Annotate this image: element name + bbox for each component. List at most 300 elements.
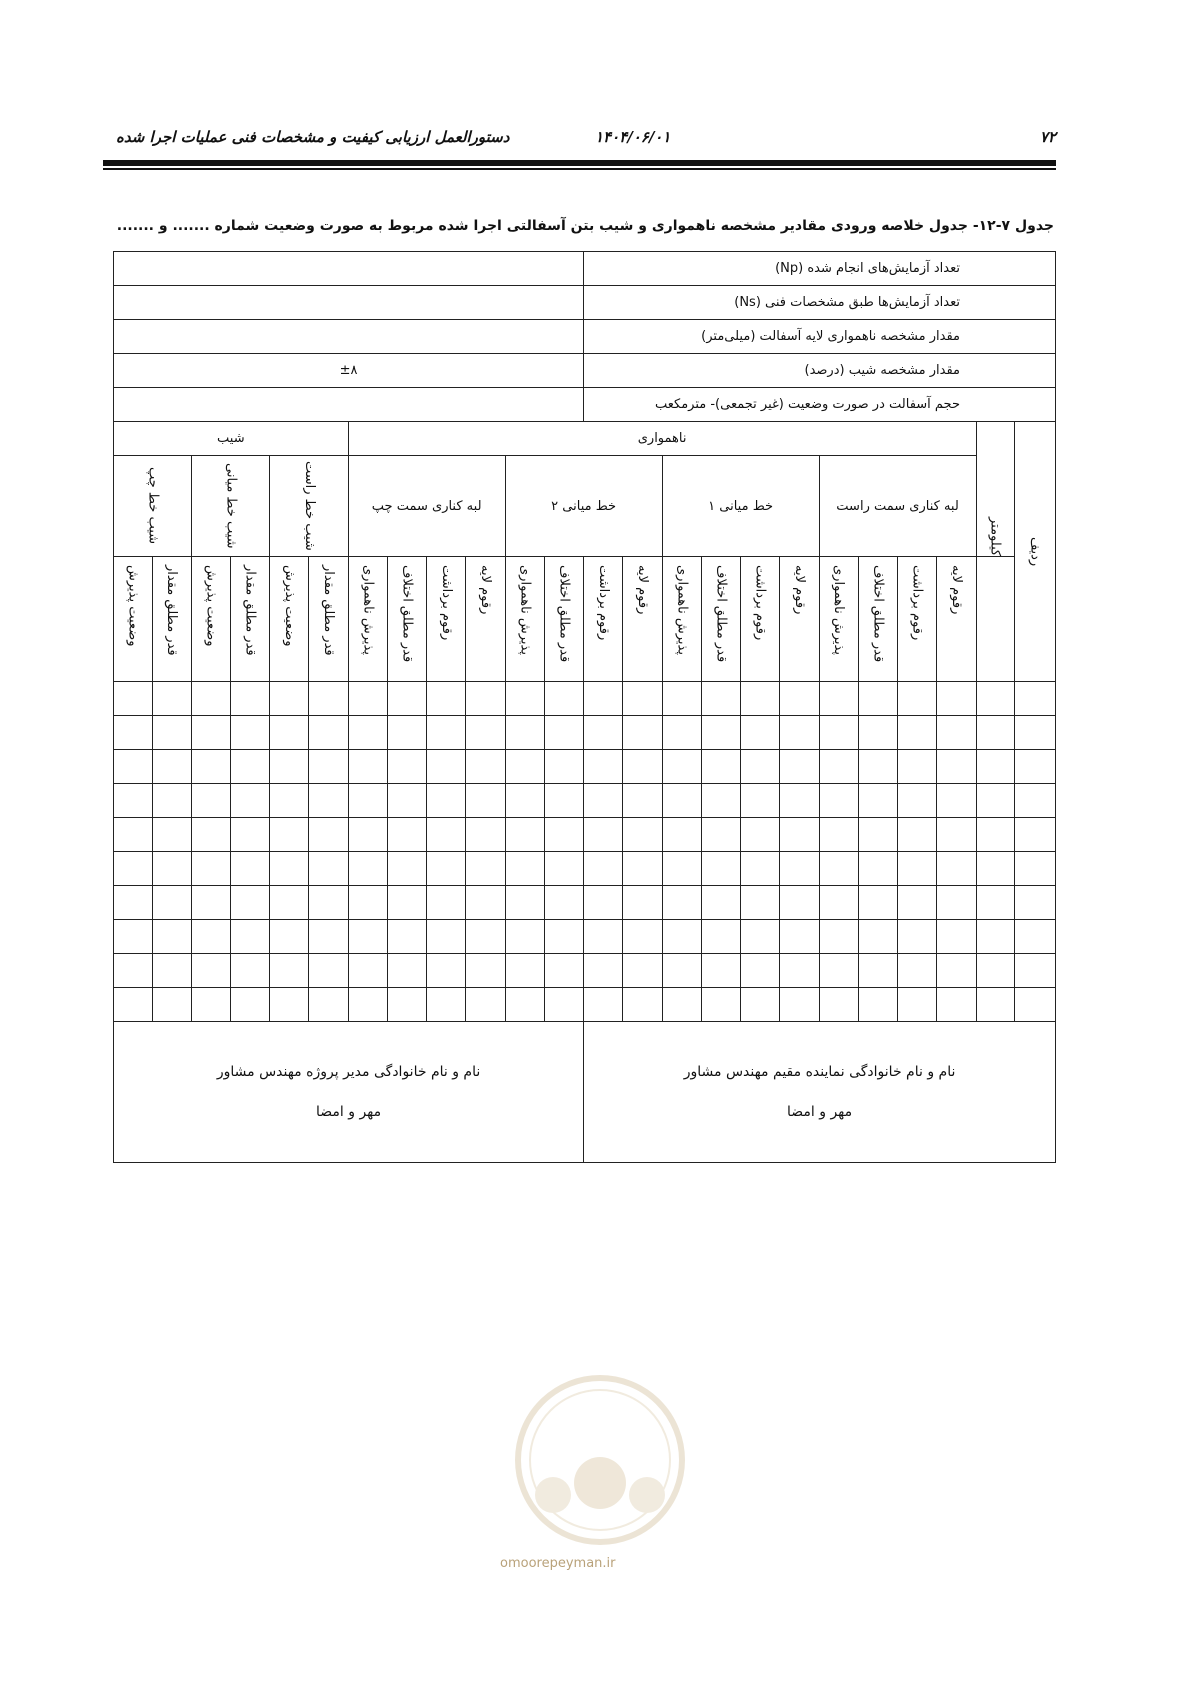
table-cell[interactable]	[544, 886, 583, 920]
table-cell[interactable]	[701, 784, 740, 818]
table-cell[interactable]	[623, 988, 662, 1022]
table-cell[interactable]	[623, 750, 662, 784]
table-cell[interactable]	[466, 682, 505, 716]
info-row	[114, 320, 1056, 354]
table-cell[interactable]	[584, 886, 623, 920]
table-cell[interactable]	[898, 954, 937, 988]
signature-right-seal: مهر و امضا	[786, 1104, 853, 1120]
table-cell[interactable]	[662, 886, 701, 920]
table-cell[interactable]	[937, 954, 976, 988]
table-cell[interactable]	[270, 750, 309, 784]
table-cell[interactable]	[584, 920, 623, 954]
table-cell[interactable]	[701, 852, 740, 886]
roughness-col-header	[937, 557, 976, 682]
table-cell[interactable]	[701, 886, 740, 920]
table-cell[interactable]	[819, 920, 858, 954]
table-row	[114, 988, 1056, 1022]
table-cell[interactable]	[584, 784, 623, 818]
info-row	[114, 388, 1056, 422]
table-cell[interactable]	[505, 954, 544, 988]
table-cell[interactable]	[309, 886, 348, 920]
table-cell[interactable]	[780, 852, 819, 886]
table-cell[interactable]	[348, 852, 387, 886]
table-cell[interactable]	[937, 988, 976, 1022]
table-cell[interactable]	[937, 920, 976, 954]
table-cell[interactable]	[270, 988, 309, 1022]
table-cell[interactable]	[662, 682, 701, 716]
table-cell[interactable]	[584, 682, 623, 716]
table-cell[interactable]	[741, 818, 780, 852]
table-cell[interactable]	[505, 852, 544, 886]
table-cell[interactable]	[780, 784, 819, 818]
table-cell[interactable]	[976, 988, 1014, 1022]
slope-header: شیب	[114, 422, 349, 456]
table-cell[interactable]	[114, 750, 153, 784]
table-cell[interactable]	[1014, 750, 1055, 784]
table-cell[interactable]	[976, 750, 1014, 784]
roughness-col-header	[466, 557, 505, 682]
roughness-col-label: پذیرش ناهمواری	[360, 565, 376, 655]
table-cell[interactable]	[114, 818, 153, 852]
table-cell[interactable]	[858, 716, 897, 750]
table-cell[interactable]	[662, 716, 701, 750]
table-cell[interactable]	[780, 988, 819, 1022]
table-cell[interactable]	[270, 784, 309, 818]
table-cell[interactable]	[309, 682, 348, 716]
table-cell[interactable]	[898, 750, 937, 784]
roughness-col-label: رقوم برداشت	[438, 565, 454, 641]
slope-line-header	[114, 456, 192, 557]
table-cell[interactable]	[191, 852, 230, 886]
table-cell[interactable]	[387, 852, 426, 886]
table-cell[interactable]	[427, 682, 466, 716]
table-cell[interactable]	[780, 886, 819, 920]
table-cell[interactable]	[387, 784, 426, 818]
table-cell[interactable]	[387, 818, 426, 852]
roughness-col-label: قدر مطلق اختلاف	[870, 565, 886, 663]
table-cell[interactable]	[427, 852, 466, 886]
info-row	[114, 252, 1056, 286]
table-cell[interactable]	[348, 818, 387, 852]
roughness-col-label: رقوم برداشت	[752, 565, 768, 641]
slope-line-label: شیب خط راست	[301, 461, 317, 551]
table-cell[interactable]	[309, 852, 348, 886]
table-cell[interactable]	[544, 954, 583, 988]
table-cell[interactable]	[270, 818, 309, 852]
table-title: جدول ۷-۱۲- جدول خلاصه ورودی مقادیر مشخصه ناهمواری و شیب بتن آسفالتی اجرا شده مربوط به صورت وضعیت شماره ....... و .......	[116, 218, 1054, 234]
table-cell[interactable]	[937, 784, 976, 818]
table-cell[interactable]	[701, 920, 740, 954]
table-cell[interactable]	[427, 920, 466, 954]
row-number-header	[1014, 422, 1055, 682]
table-cell[interactable]	[191, 750, 230, 784]
table-cell[interactable]	[466, 818, 505, 852]
table-cell[interactable]	[191, 784, 230, 818]
table-cell[interactable]	[898, 784, 937, 818]
table-cell[interactable]	[780, 954, 819, 988]
table-cell[interactable]	[662, 954, 701, 988]
table-cell[interactable]	[623, 716, 662, 750]
table-cell[interactable]	[387, 886, 426, 920]
table-cell[interactable]	[309, 750, 348, 784]
table-cell[interactable]	[505, 716, 544, 750]
table-cell[interactable]	[898, 716, 937, 750]
slope-col-header	[114, 557, 153, 682]
roughness-col-label: رقوم لایه	[948, 565, 964, 615]
table-cell[interactable]	[427, 954, 466, 988]
info-label: مقدار مشخصه شیب (درصد)	[584, 354, 1056, 388]
table-cell[interactable]	[191, 716, 230, 750]
table-cell[interactable]	[976, 954, 1014, 988]
table-cell[interactable]	[309, 716, 348, 750]
table-cell[interactable]	[1014, 988, 1055, 1022]
slope-line-label: شیب خط میانی	[223, 463, 239, 549]
table-cell[interactable]	[152, 784, 191, 818]
roughness-col-header	[819, 557, 858, 682]
table-cell[interactable]	[466, 852, 505, 886]
table-cell[interactable]	[114, 716, 153, 750]
info-label: تعداد آزمایش‌های انجام شده (Np)	[584, 252, 1056, 286]
table-cell[interactable]	[1014, 682, 1055, 716]
table-cell[interactable]	[152, 716, 191, 750]
roughness-col-label: رقوم برداشت	[595, 565, 611, 641]
table-cell[interactable]	[348, 920, 387, 954]
table-cell[interactable]	[348, 988, 387, 1022]
table-cell[interactable]	[152, 988, 191, 1022]
table-cell[interactable]	[584, 852, 623, 886]
table-cell[interactable]	[505, 682, 544, 716]
table-cell[interactable]	[623, 852, 662, 886]
table-cell[interactable]	[505, 818, 544, 852]
slope-col-label: قدر مطلق مقدار	[242, 565, 258, 656]
table-cell[interactable]	[780, 818, 819, 852]
table-row	[114, 886, 1056, 920]
table-cell[interactable]	[976, 716, 1014, 750]
table-cell[interactable]	[819, 852, 858, 886]
roughness-col-header	[741, 557, 780, 682]
table-cell[interactable]	[231, 988, 270, 1022]
table-cell[interactable]	[270, 954, 309, 988]
table-cell[interactable]	[427, 750, 466, 784]
table-cell[interactable]	[858, 818, 897, 852]
roughness-col-label: قدر مطلق اختلاف	[713, 565, 729, 663]
table-cell[interactable]	[427, 988, 466, 1022]
slope-col-header	[191, 557, 230, 682]
table-cell[interactable]	[270, 920, 309, 954]
table-cell[interactable]	[466, 886, 505, 920]
table-cell[interactable]	[819, 954, 858, 988]
table-cell[interactable]	[741, 716, 780, 750]
table-cell[interactable]	[858, 682, 897, 716]
table-cell[interactable]	[231, 818, 270, 852]
table-cell[interactable]	[898, 988, 937, 1022]
table-cell[interactable]	[819, 716, 858, 750]
table-cell[interactable]	[858, 750, 897, 784]
table-cell[interactable]	[701, 988, 740, 1022]
table-cell[interactable]	[309, 784, 348, 818]
info-row	[114, 354, 1056, 388]
table-cell[interactable]	[466, 716, 505, 750]
table-cell[interactable]	[937, 886, 976, 920]
slope-col-label: قدر مطلق مقدار	[321, 565, 337, 656]
table-cell[interactable]	[114, 886, 153, 920]
table-cell[interactable]	[231, 750, 270, 784]
table-cell[interactable]	[584, 988, 623, 1022]
table-cell[interactable]	[348, 750, 387, 784]
table-cell[interactable]	[114, 954, 153, 988]
table-cell[interactable]	[819, 886, 858, 920]
table-cell[interactable]	[1014, 920, 1055, 954]
table-cell[interactable]	[976, 852, 1014, 886]
table-cell[interactable]	[348, 682, 387, 716]
table-cell[interactable]	[466, 750, 505, 784]
table-cell[interactable]	[1014, 954, 1055, 988]
table-cell[interactable]	[976, 818, 1014, 852]
table-cell[interactable]	[741, 852, 780, 886]
table-cell[interactable]	[662, 988, 701, 1022]
table-cell[interactable]	[466, 920, 505, 954]
table-cell[interactable]	[309, 920, 348, 954]
table-cell[interactable]	[898, 852, 937, 886]
table-cell[interactable]	[270, 886, 309, 920]
table-cell[interactable]	[544, 852, 583, 886]
slope-line-header	[270, 456, 348, 557]
roughness-col-label: پذیرش ناهمواری	[831, 565, 847, 655]
slope-line-header	[191, 456, 269, 557]
table-row	[114, 920, 1056, 954]
table-cell[interactable]	[191, 954, 230, 988]
table-cell[interactable]	[584, 750, 623, 784]
table-cell[interactable]	[270, 716, 309, 750]
table-cell[interactable]	[741, 920, 780, 954]
slope-line-label: شیب خط چپ	[145, 467, 161, 545]
table-cell[interactable]	[741, 784, 780, 818]
table-cell[interactable]	[544, 682, 583, 716]
table-cell[interactable]	[114, 784, 153, 818]
table-cell[interactable]	[387, 920, 426, 954]
table-cell[interactable]	[937, 716, 976, 750]
table-cell[interactable]	[780, 682, 819, 716]
roughness-line-header: لبه کناری سمت راست	[819, 456, 976, 557]
table-cell[interactable]	[191, 818, 230, 852]
table-cell[interactable]	[309, 818, 348, 852]
table-cell[interactable]	[976, 920, 1014, 954]
table-cell[interactable]	[662, 818, 701, 852]
table-cell[interactable]	[701, 750, 740, 784]
table-cell[interactable]	[231, 852, 270, 886]
table-cell[interactable]	[114, 920, 153, 954]
table-cell[interactable]	[348, 886, 387, 920]
table-cell[interactable]	[741, 886, 780, 920]
table-cell[interactable]	[976, 886, 1014, 920]
slope-col-header	[152, 557, 191, 682]
table-cell[interactable]	[505, 750, 544, 784]
table-cell[interactable]	[427, 886, 466, 920]
table-cell[interactable]	[819, 818, 858, 852]
table-row	[114, 716, 1056, 750]
table-cell[interactable]	[348, 784, 387, 818]
table-cell[interactable]	[937, 852, 976, 886]
table-cell[interactable]	[623, 920, 662, 954]
table-cell[interactable]	[191, 920, 230, 954]
table-cell[interactable]	[858, 988, 897, 1022]
table-cell[interactable]	[819, 784, 858, 818]
table-cell[interactable]	[152, 886, 191, 920]
table-cell[interactable]	[427, 716, 466, 750]
table-cell[interactable]	[662, 750, 701, 784]
table-cell[interactable]	[858, 852, 897, 886]
table-cell[interactable]	[387, 682, 426, 716]
table-cell[interactable]	[309, 954, 348, 988]
table-cell[interactable]	[701, 682, 740, 716]
table-cell[interactable]	[701, 818, 740, 852]
table-cell[interactable]	[898, 920, 937, 954]
table-cell[interactable]	[819, 682, 858, 716]
table-cell[interactable]	[741, 682, 780, 716]
table-cell[interactable]	[152, 954, 191, 988]
column-header-row	[114, 557, 1056, 682]
table-cell[interactable]	[819, 750, 858, 784]
roughness-col-header	[505, 557, 544, 682]
table-cell[interactable]	[348, 954, 387, 988]
table-cell[interactable]	[544, 920, 583, 954]
table-cell[interactable]	[505, 886, 544, 920]
table-cell[interactable]	[937, 818, 976, 852]
table-cell[interactable]	[858, 920, 897, 954]
slope-col-label: وضعیت پذیرش	[281, 565, 297, 647]
table-cell[interactable]	[191, 988, 230, 1022]
row-number-label: ردیف	[1027, 536, 1043, 567]
table-cell[interactable]	[544, 784, 583, 818]
info-label: حجم آسفالت در صورت وضعیت (غیر تجمعی)- مترمکعب	[584, 388, 1056, 422]
table-cell[interactable]	[780, 716, 819, 750]
table-cell[interactable]	[701, 716, 740, 750]
table-cell[interactable]	[662, 920, 701, 954]
table-cell[interactable]	[231, 716, 270, 750]
table-cell[interactable]	[584, 818, 623, 852]
table-cell[interactable]	[584, 954, 623, 988]
table-cell[interactable]	[348, 716, 387, 750]
table-cell[interactable]	[387, 954, 426, 988]
table-cell[interactable]	[466, 988, 505, 1022]
table-cell[interactable]	[387, 716, 426, 750]
table-cell[interactable]	[1014, 886, 1055, 920]
table-cell[interactable]	[858, 954, 897, 988]
table-cell[interactable]	[231, 682, 270, 716]
table-cell[interactable]	[1014, 852, 1055, 886]
table-cell[interactable]	[544, 988, 583, 1022]
table-cell[interactable]	[898, 682, 937, 716]
roughness-col-label: قدر مطلق اختلاف	[556, 565, 572, 663]
table-cell[interactable]	[623, 954, 662, 988]
table-row	[114, 750, 1056, 784]
table-cell[interactable]	[152, 852, 191, 886]
table-cell[interactable]	[466, 784, 505, 818]
km-header	[976, 422, 1014, 557]
table-cell[interactable]	[270, 852, 309, 886]
table-cell[interactable]	[231, 784, 270, 818]
table-cell[interactable]	[1014, 818, 1055, 852]
table-cell[interactable]	[309, 988, 348, 1022]
table-cell[interactable]	[898, 886, 937, 920]
table-cell[interactable]	[427, 818, 466, 852]
table-cell[interactable]	[937, 750, 976, 784]
table-cell[interactable]	[544, 716, 583, 750]
table-cell[interactable]	[937, 682, 976, 716]
table-cell[interactable]	[623, 784, 662, 818]
table-cell[interactable]	[387, 750, 426, 784]
table-cell[interactable]	[1014, 716, 1055, 750]
table-cell[interactable]	[231, 954, 270, 988]
table-cell[interactable]	[858, 886, 897, 920]
table-cell[interactable]	[1014, 784, 1055, 818]
table-cell[interactable]	[662, 784, 701, 818]
table-cell[interactable]	[623, 818, 662, 852]
table-cell[interactable]	[466, 954, 505, 988]
table-cell[interactable]	[152, 818, 191, 852]
table-cell[interactable]	[584, 716, 623, 750]
table-cell[interactable]	[976, 682, 1014, 716]
table-cell[interactable]	[114, 682, 153, 716]
table-cell[interactable]	[191, 886, 230, 920]
table-cell[interactable]	[191, 682, 230, 716]
header-rule-thick	[103, 160, 1056, 166]
table-cell[interactable]	[898, 818, 937, 852]
table-cell[interactable]	[114, 988, 153, 1022]
table-cell[interactable]	[544, 750, 583, 784]
roughness-col-label: رقوم لایه	[791, 565, 807, 615]
table-cell[interactable]	[152, 750, 191, 784]
table-cell[interactable]	[858, 784, 897, 818]
roughness-line-header: خط میانی ۲	[505, 456, 662, 557]
table-cell[interactable]	[387, 988, 426, 1022]
roughness-col-header	[701, 557, 740, 682]
slope-col-header	[270, 557, 309, 682]
table-cell[interactable]	[231, 886, 270, 920]
table-cell[interactable]	[427, 784, 466, 818]
km-spacer	[976, 557, 1014, 682]
table-cell[interactable]	[505, 920, 544, 954]
table-cell[interactable]	[231, 920, 270, 954]
table-cell[interactable]	[701, 954, 740, 988]
header-title: دستورالعمل ارزیابی کیفیت و مشخصات فنی عملیات اجرا شده	[116, 128, 510, 146]
signature-left	[114, 1022, 584, 1163]
table-cell[interactable]	[505, 988, 544, 1022]
table-cell[interactable]	[623, 682, 662, 716]
table-cell[interactable]	[623, 886, 662, 920]
roughness-col-header	[662, 557, 701, 682]
info-value	[114, 320, 584, 354]
table-cell[interactable]	[270, 682, 309, 716]
table-cell[interactable]	[662, 852, 701, 886]
table-cell[interactable]	[544, 818, 583, 852]
roughness-col-header	[387, 557, 426, 682]
info-value	[114, 252, 584, 286]
slope-col-header	[309, 557, 348, 682]
table-cell[interactable]	[780, 920, 819, 954]
table-cell[interactable]	[741, 954, 780, 988]
table-cell[interactable]	[741, 750, 780, 784]
table-cell[interactable]	[976, 784, 1014, 818]
table-cell[interactable]	[152, 682, 191, 716]
table-cell[interactable]	[741, 988, 780, 1022]
table-cell[interactable]	[152, 920, 191, 954]
table-cell[interactable]	[114, 852, 153, 886]
km-label: کیلومتر	[987, 516, 1003, 556]
table-cell[interactable]	[780, 750, 819, 784]
table-cell[interactable]	[505, 784, 544, 818]
table-cell[interactable]	[819, 988, 858, 1022]
